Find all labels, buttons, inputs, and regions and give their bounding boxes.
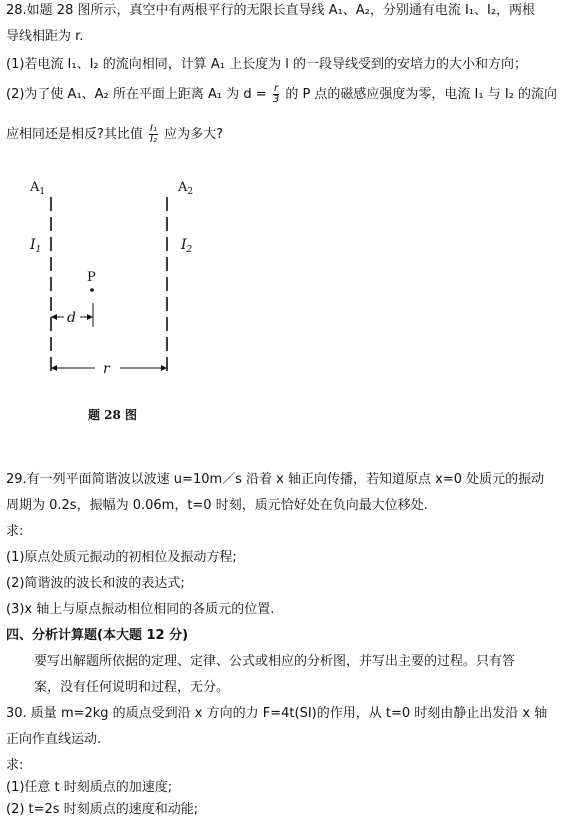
- q28-part-2-cont: [6, 124, 223, 145]
- q28-part-2-pre: (2)为了使 A₁、A₂ 所在平面上距离 A₁ 为 d =: [6, 87, 271, 102]
- q30-line-2: 正向作直线运动.: [6, 732, 102, 747]
- q30-line-1: 30. 质量 m=2kg 的质点受到沿 x 方向的力 F=4t(SI)的作用，从 t=0 时刻由静止出发沿 x 轴: [6, 706, 548, 721]
- fraction-i1-over-i2: [149, 124, 158, 145]
- label-a1: $A_1$: [30, 180, 46, 197]
- fraction-r-over-3: [273, 84, 279, 105]
- label-i1: $I_1$: [30, 237, 42, 255]
- q29-line-1: 29.有一列平面简谐波以波速 u=10m／s 沿着 x 轴正向传播，若知道原点 x=0 处质元的振动: [6, 472, 545, 487]
- q28-part-2: [6, 84, 557, 105]
- fraction-numerator: I₁: [150, 123, 158, 134]
- fraction-denominator: 3: [272, 94, 280, 105]
- r-arrow-left: [51, 365, 57, 371]
- section-4-note-2: 案，没有任何说明和过程，无分。: [34, 680, 230, 695]
- label-r: r: [103, 361, 110, 377]
- label-a2: $A_2$: [178, 180, 194, 197]
- q28-line-2: 导线相距为 r.: [6, 29, 84, 44]
- d-arrow-left: [51, 314, 57, 320]
- q30-part-2: (2) t=2s 时刻质点的速度和动能;: [6, 802, 199, 817]
- q30-part-1: (1)任意 t 时刻质点的加速度;: [6, 780, 173, 795]
- section-4-title: 四、分析计算题(本大题 12 分): [6, 628, 189, 643]
- r-arrow-right: [161, 365, 167, 371]
- q30-ask: 求:: [6, 758, 24, 773]
- label-p: P: [87, 270, 96, 285]
- label-i2: $I_2$: [181, 237, 193, 255]
- q29-line-2: 周期为 0.2s，振幅为 0.06m，t=0 时刻，质元恰好处在负向最大位移处.: [6, 498, 428, 513]
- label-d: d: [67, 310, 76, 326]
- q28-part-1: (1)若电流 I₁、I₂ 的流向相同，计算 A₁ 上长度为 l 的一段导线受到的安培力的大小和方向；: [6, 57, 528, 72]
- d-arrow-right: [87, 314, 93, 320]
- figure-28-diagram: [0, 165, 300, 430]
- figure-caption: 题 28 图: [88, 408, 138, 422]
- section-4-note-1: 要写出解题所依据的定理、定律、公式或相应的分析图，并写出主要的过程。只有答: [34, 654, 516, 669]
- q29-part-3: (3)x 轴上与原点振动相位相同的各质元的位置.: [6, 602, 275, 617]
- q29-part-2: (2)简谐波的波长和波的表达式;: [6, 576, 185, 591]
- point-p: [90, 288, 94, 292]
- fraction-numerator: r: [273, 83, 279, 94]
- q28-part-2-cont-pre: 应相同还是相反?其比值: [6, 127, 148, 142]
- q29-ask: 求:: [6, 524, 24, 539]
- q28-part-2-cont-post: 应为多大?: [160, 127, 224, 142]
- q28-part-2-post: 的 P 点的磁感应强度为零，电流 I₁ 与 I₂ 的流向: [281, 87, 558, 102]
- fraction-denominator: I₂: [150, 134, 158, 145]
- q29-part-1: (1)原点处质元振动的初相位及振动方程;: [6, 550, 237, 565]
- q28-line-1: 28.如题 28 图所示，真空中有两根平行的无限长直导线 A₁、A₂，分别通有电流 I₁、I₂，两根: [6, 3, 536, 18]
